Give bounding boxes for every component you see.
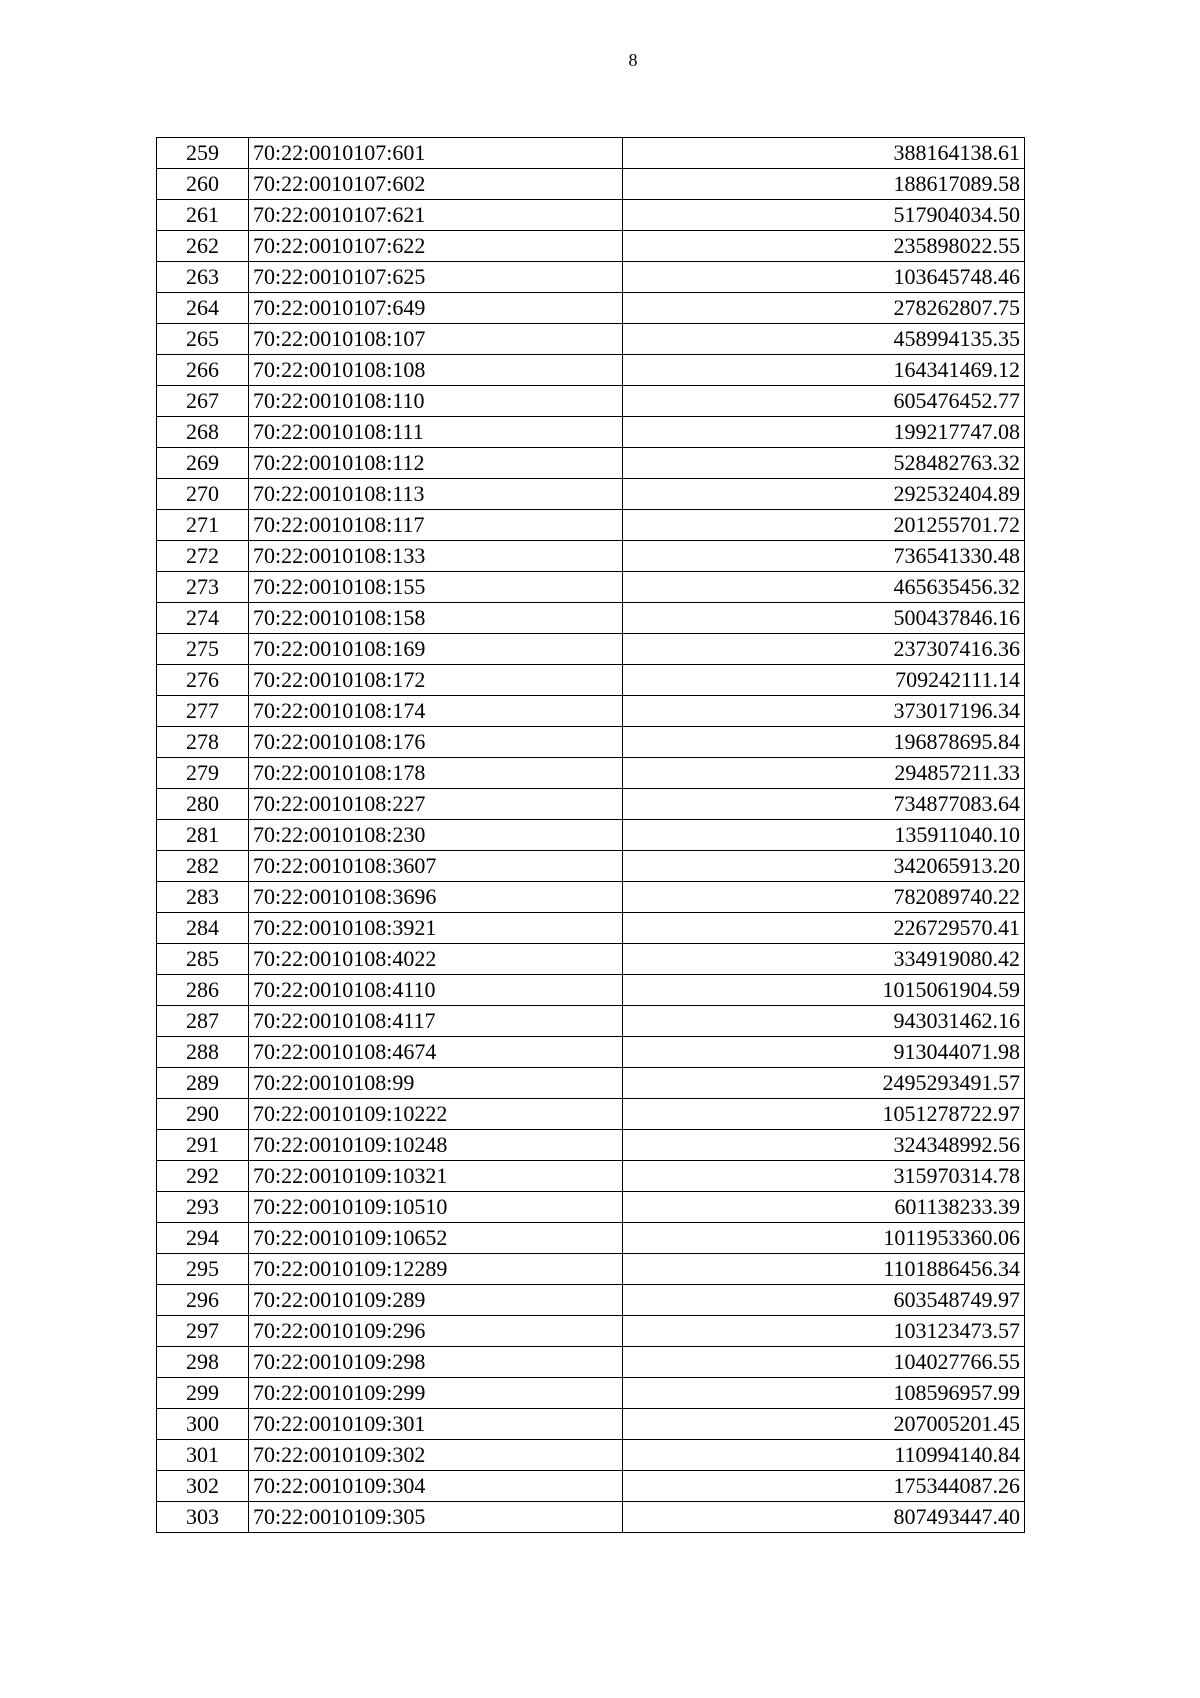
table-body (157, 138, 1025, 1533)
table-row (157, 1099, 1025, 1130)
row-number-cell: 284 (157, 913, 249, 944)
table-row (157, 913, 1025, 944)
row-number-cell: 274 (157, 603, 249, 634)
cadastral-number-cell: 70:22:0010109:289 (249, 1285, 623, 1316)
table-row (157, 231, 1025, 262)
table-row (157, 696, 1025, 727)
cadastral-number-cell: 70:22:0010109:304 (249, 1471, 623, 1502)
table-row (157, 603, 1025, 634)
table-row (157, 386, 1025, 417)
cadastral-number-cell: 70:22:0010108:110 (249, 386, 623, 417)
cadastral-number-cell: 70:22:0010108:133 (249, 541, 623, 572)
cadastral-number-cell: 70:22:0010107:602 (249, 169, 623, 200)
value-cell: 334919080.42 (623, 944, 1025, 975)
cadastral-number-cell: 70:22:0010108:3921 (249, 913, 623, 944)
cadastral-number-cell: 70:22:0010108:111 (249, 417, 623, 448)
value-cell: 517904034.50 (623, 200, 1025, 231)
row-number-cell: 281 (157, 820, 249, 851)
table-row (157, 169, 1025, 200)
value-cell: 807493447.40 (623, 1502, 1025, 1533)
table-row (157, 262, 1025, 293)
table-row (157, 1068, 1025, 1099)
value-cell: 104027766.55 (623, 1347, 1025, 1378)
cadastral-number-cell: 70:22:0010108:112 (249, 448, 623, 479)
table-row (157, 1161, 1025, 1192)
cadastral-number-cell: 70:22:0010108:176 (249, 727, 623, 758)
value-cell: 226729570.41 (623, 913, 1025, 944)
table-row (157, 789, 1025, 820)
cadastral-number-cell: 70:22:0010107:649 (249, 293, 623, 324)
cadastral-number-cell: 70:22:0010109:299 (249, 1378, 623, 1409)
value-cell: 103123473.57 (623, 1316, 1025, 1347)
cadastral-number-cell: 70:22:0010108:4674 (249, 1037, 623, 1068)
value-cell: 734877083.64 (623, 789, 1025, 820)
cadastral-number-cell: 70:22:0010109:12289 (249, 1254, 623, 1285)
row-number-cell: 287 (157, 1006, 249, 1037)
value-cell: 199217747.08 (623, 417, 1025, 448)
table-row (157, 448, 1025, 479)
row-number-cell: 278 (157, 727, 249, 758)
cadastral-number-cell: 70:22:0010108:107 (249, 324, 623, 355)
row-number-cell: 263 (157, 262, 249, 293)
row-number-cell: 268 (157, 417, 249, 448)
cadastral-number-cell: 70:22:0010108:155 (249, 572, 623, 603)
table-row (157, 975, 1025, 1006)
row-number-cell: 276 (157, 665, 249, 696)
table-row (157, 727, 1025, 758)
table-row (157, 293, 1025, 324)
cadastral-number-cell: 70:22:0010108:117 (249, 510, 623, 541)
value-cell: 601138233.39 (623, 1192, 1025, 1223)
cadastral-number-cell: 70:22:0010107:625 (249, 262, 623, 293)
cadastral-number-cell: 70:22:0010108:169 (249, 634, 623, 665)
value-cell: 605476452.77 (623, 386, 1025, 417)
cadastral-number-cell: 70:22:0010108:4022 (249, 944, 623, 975)
cadastral-number-cell: 70:22:0010108:3696 (249, 882, 623, 913)
value-cell: 207005201.45 (623, 1409, 1025, 1440)
cadastral-number-cell: 70:22:0010108:172 (249, 665, 623, 696)
page-number: 8 (628, 50, 638, 70)
row-number-cell: 293 (157, 1192, 249, 1223)
table-row (157, 355, 1025, 386)
row-number-cell: 275 (157, 634, 249, 665)
row-number-cell: 290 (157, 1099, 249, 1130)
row-number-cell: 286 (157, 975, 249, 1006)
value-cell: 1051278722.97 (623, 1099, 1025, 1130)
row-number-cell: 260 (157, 169, 249, 200)
table-row (157, 1347, 1025, 1378)
cadastral-number-cell: 70:22:0010108:3607 (249, 851, 623, 882)
row-number-cell: 273 (157, 572, 249, 603)
cadastral-number-cell: 70:22:0010109:302 (249, 1440, 623, 1471)
cadastral-number-cell: 70:22:0010108:158 (249, 603, 623, 634)
table-row (157, 479, 1025, 510)
row-number-cell: 294 (157, 1223, 249, 1254)
row-number-cell: 259 (157, 138, 249, 169)
table-row (157, 634, 1025, 665)
cadastral-number-cell: 70:22:0010109:10321 (249, 1161, 623, 1192)
row-number-cell: 296 (157, 1285, 249, 1316)
table-row (157, 1037, 1025, 1068)
row-number-cell: 299 (157, 1378, 249, 1409)
value-cell: 292532404.89 (623, 479, 1025, 510)
cadastral-number-cell: 70:22:0010108:174 (249, 696, 623, 727)
value-cell: 135911040.10 (623, 820, 1025, 851)
value-cell: 278262807.75 (623, 293, 1025, 324)
row-number-cell: 289 (157, 1068, 249, 1099)
value-cell: 1011953360.06 (623, 1223, 1025, 1254)
table-row (157, 1440, 1025, 1471)
value-cell: 342065913.20 (623, 851, 1025, 882)
row-number-cell: 270 (157, 479, 249, 510)
table-row (157, 200, 1025, 231)
table-row (157, 882, 1025, 913)
row-number-cell: 265 (157, 324, 249, 355)
row-number-cell: 303 (157, 1502, 249, 1533)
row-number-cell: 269 (157, 448, 249, 479)
cadastral-number-cell: 70:22:0010107:621 (249, 200, 623, 231)
table-row (157, 1254, 1025, 1285)
row-number-cell: 283 (157, 882, 249, 913)
row-number-cell: 291 (157, 1130, 249, 1161)
table-row (157, 1006, 1025, 1037)
value-cell: 500437846.16 (623, 603, 1025, 634)
table-row (157, 1502, 1025, 1533)
table-row (157, 758, 1025, 789)
table-row (157, 417, 1025, 448)
value-cell: 2495293491.57 (623, 1068, 1025, 1099)
row-number-cell: 264 (157, 293, 249, 324)
table-row (157, 851, 1025, 882)
value-cell: 235898022.55 (623, 231, 1025, 262)
row-number-cell: 302 (157, 1471, 249, 1502)
cadastral-number-cell: 70:22:0010109:10222 (249, 1099, 623, 1130)
table-row (157, 324, 1025, 355)
cadastral-number-cell: 70:22:0010109:10652 (249, 1223, 623, 1254)
row-number-cell: 261 (157, 200, 249, 231)
table-row (157, 510, 1025, 541)
value-cell: 943031462.16 (623, 1006, 1025, 1037)
row-number-cell: 280 (157, 789, 249, 820)
row-number-cell: 279 (157, 758, 249, 789)
cadastral-number-cell: 70:22:0010108:99 (249, 1068, 623, 1099)
cadastral-number-cell: 70:22:0010108:230 (249, 820, 623, 851)
value-cell: 324348992.56 (623, 1130, 1025, 1161)
value-cell: 294857211.33 (623, 758, 1025, 789)
cadastral-number-cell: 70:22:0010108:227 (249, 789, 623, 820)
row-number-cell: 298 (157, 1347, 249, 1378)
value-cell: 709242111.14 (623, 665, 1025, 696)
table-row (157, 1130, 1025, 1161)
row-number-cell: 295 (157, 1254, 249, 1285)
value-cell: 108596957.99 (623, 1378, 1025, 1409)
row-number-cell: 292 (157, 1161, 249, 1192)
value-cell: 1015061904.59 (623, 975, 1025, 1006)
row-number-cell: 277 (157, 696, 249, 727)
value-cell: 315970314.78 (623, 1161, 1025, 1192)
cadastral-number-cell: 70:22:0010108:4110 (249, 975, 623, 1006)
row-number-cell: 288 (157, 1037, 249, 1068)
cadastral-number-cell: 70:22:0010108:178 (249, 758, 623, 789)
value-cell: 528482763.32 (623, 448, 1025, 479)
value-cell: 164341469.12 (623, 355, 1025, 386)
row-number-cell: 271 (157, 510, 249, 541)
value-cell: 188617089.58 (623, 169, 1025, 200)
value-cell: 782089740.22 (623, 882, 1025, 913)
value-cell: 103645748.46 (623, 262, 1025, 293)
table-row (157, 541, 1025, 572)
table-row (157, 138, 1025, 169)
cadastral-number-cell: 70:22:0010108:108 (249, 355, 623, 386)
cadastral-number-cell: 70:22:0010109:301 (249, 1409, 623, 1440)
cadastral-number-cell: 70:22:0010109:305 (249, 1502, 623, 1533)
value-cell: 196878695.84 (623, 727, 1025, 758)
value-cell: 175344087.26 (623, 1471, 1025, 1502)
cadastral-number-cell: 70:22:0010109:296 (249, 1316, 623, 1347)
cadastral-number-cell: 70:22:0010108:113 (249, 479, 623, 510)
value-cell: 237307416.36 (623, 634, 1025, 665)
table-row (157, 572, 1025, 603)
row-number-cell: 301 (157, 1440, 249, 1471)
cadastral-number-cell: 70:22:0010107:622 (249, 231, 623, 262)
row-number-cell: 285 (157, 944, 249, 975)
row-number-cell: 300 (157, 1409, 249, 1440)
value-cell: 465635456.32 (623, 572, 1025, 603)
cadastral-number-cell: 70:22:0010107:601 (249, 138, 623, 169)
value-cell: 736541330.48 (623, 541, 1025, 572)
table-row (157, 1471, 1025, 1502)
table-row (157, 944, 1025, 975)
value-cell: 1101886456.34 (623, 1254, 1025, 1285)
row-number-cell: 272 (157, 541, 249, 572)
value-cell: 373017196.34 (623, 696, 1025, 727)
table-row (157, 820, 1025, 851)
cadastral-number-cell: 70:22:0010109:298 (249, 1347, 623, 1378)
table-row (157, 1409, 1025, 1440)
table-row (157, 1378, 1025, 1409)
row-number-cell: 282 (157, 851, 249, 882)
table-row (157, 1192, 1025, 1223)
table-row (157, 665, 1025, 696)
data-table (156, 137, 1025, 1533)
table-row (157, 1285, 1025, 1316)
row-number-cell: 262 (157, 231, 249, 262)
value-cell: 201255701.72 (623, 510, 1025, 541)
cadastral-number-cell: 70:22:0010109:10248 (249, 1130, 623, 1161)
cadastral-number-cell: 70:22:0010109:10510 (249, 1192, 623, 1223)
table-row (157, 1223, 1025, 1254)
row-number-cell: 266 (157, 355, 249, 386)
value-cell: 110994140.84 (623, 1440, 1025, 1471)
value-cell: 458994135.35 (623, 324, 1025, 355)
table-row (157, 1316, 1025, 1347)
row-number-cell: 297 (157, 1316, 249, 1347)
value-cell: 603548749.97 (623, 1285, 1025, 1316)
row-number-cell: 267 (157, 386, 249, 417)
cadastral-number-cell: 70:22:0010108:4117 (249, 1006, 623, 1037)
value-cell: 913044071.98 (623, 1037, 1025, 1068)
value-cell: 388164138.61 (623, 138, 1025, 169)
